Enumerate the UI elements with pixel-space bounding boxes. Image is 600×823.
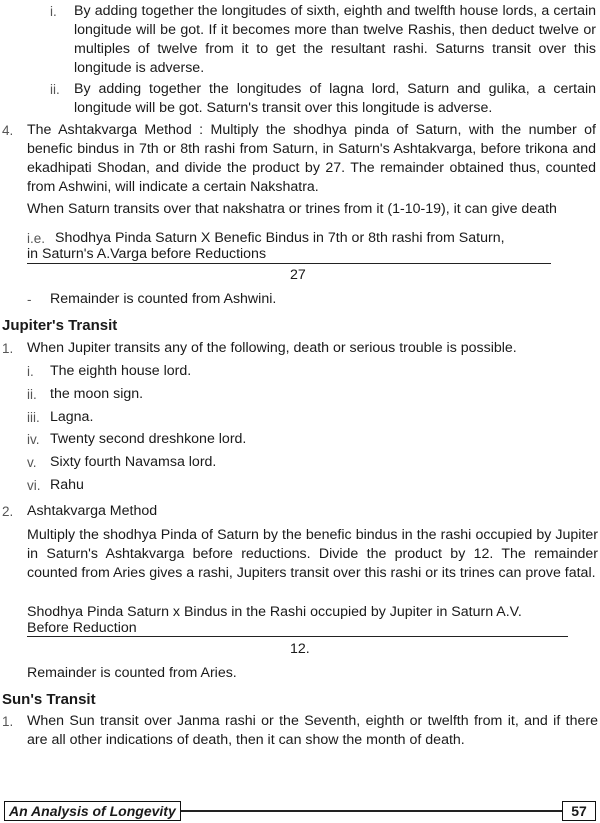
list-number: 4. xyxy=(2,123,14,138)
section-heading-jupiter: Jupiter's Transit xyxy=(2,317,118,334)
list-number: i. xyxy=(50,4,57,19)
jupiter-item2-title: Ashtakvarga Method xyxy=(27,503,158,519)
formula-numerator-line2: in Saturn's A.Varga before Reductions xyxy=(27,246,267,262)
list-item: Lagna. xyxy=(50,409,94,425)
list-number: 1. xyxy=(2,341,14,356)
footer-rule xyxy=(170,810,562,812)
formula-numerator-line1: Shodhya Pinda Saturn X Benefic Bindus in 7th or 8th rashi from Saturn, xyxy=(55,230,505,246)
list-number: iv. xyxy=(27,432,40,447)
footer-book-title: An Analysis of Longevity xyxy=(4,801,181,821)
remainder-note: Remainder is counted from Ashwini. xyxy=(50,291,277,307)
saturn-rule-ii-text: By adding together the longitudes of lagna lord, Saturn and gulika, a certain longitude will be got. Saturn's transit over this longitude is adverse. xyxy=(74,81,596,116)
list-item: Twenty second dreshkone lord. xyxy=(50,431,247,447)
formula-numerator-line1: Shodhya Pinda Saturn x Bindus in the Rashi occupied by Jupiter in Saturn A.V. xyxy=(27,604,522,620)
jupiter-ashtakvarga-text: Multiply the shodhya Pinda of Saturn by the benefic bindus in the rashi occupied by Jupiter in Saturn's Ashtakvarga before reductions. Divide the product by 12. The remainder counted from Aries gives a rashi, Jupiters transit over this rashi or its trines can prove fatal. xyxy=(27,527,598,581)
list-number: 1. xyxy=(2,714,14,729)
saturn-rule-i-text: By adding together the longitudes of sixth, eighth and twelfth house lords, a certain longitude will be got. If it becomes more than twelve Rashis, then deduct twelve or multiples of twelve from it to get the resultant rashi. Saturns transit over this longitude is adverse. xyxy=(74,3,596,76)
formula-divisor: 12. xyxy=(290,641,310,657)
list-item: the moon sign. xyxy=(50,386,144,402)
saturn-death-line: When Saturn transits over that nakshatra or trines from it (1-10-19), it can give death xyxy=(27,201,557,217)
fraction-bar xyxy=(27,636,568,637)
list-item: Rahu xyxy=(50,477,84,493)
formula-numerator-line2: Before Reduction xyxy=(27,620,137,636)
list-number: 2. xyxy=(2,504,14,519)
list-number: iii. xyxy=(27,410,40,425)
fraction-bar xyxy=(27,263,551,264)
ashtakvarga-method-text: The Ashtakvarga Method : Multiply the shodhya pinda of Saturn, with the number of benefic bindus in 7th or 8th rashi from Saturn, in Saturn's Ashtakvarga, before trikona and ekadhipati Shodan, and divide the product by 27. The remainder obtained thus, counted from Ashwini, will indicate a certain Nakshatra. xyxy=(27,122,596,195)
list-number: i. xyxy=(27,364,34,379)
list-number: vi. xyxy=(27,478,41,493)
remainder-note: Remainder is counted from Aries. xyxy=(27,665,237,681)
bullet-dash: - xyxy=(27,292,32,307)
list-item: The eighth house lord. xyxy=(50,363,192,379)
list-item: Sixty fourth Navamsa lord. xyxy=(50,454,217,470)
formula-ie: i.e. xyxy=(27,231,46,246)
jupiter-item1-text: When Jupiter transits any of the following, death or serious trouble is possible. xyxy=(27,340,517,356)
sun-item1-text: When Sun transit over Janma rashi or the Seventh, eighth or twelfth from it, and if there are all other indications of death, then it can show the month of death. xyxy=(27,713,598,748)
section-heading-sun: Sun's Transit xyxy=(2,691,96,708)
list-number: ii. xyxy=(27,387,37,402)
list-number: v. xyxy=(27,455,37,470)
formula-divisor: 27 xyxy=(290,267,306,283)
page-number: 57 xyxy=(562,801,596,821)
list-number: ii. xyxy=(50,82,60,97)
